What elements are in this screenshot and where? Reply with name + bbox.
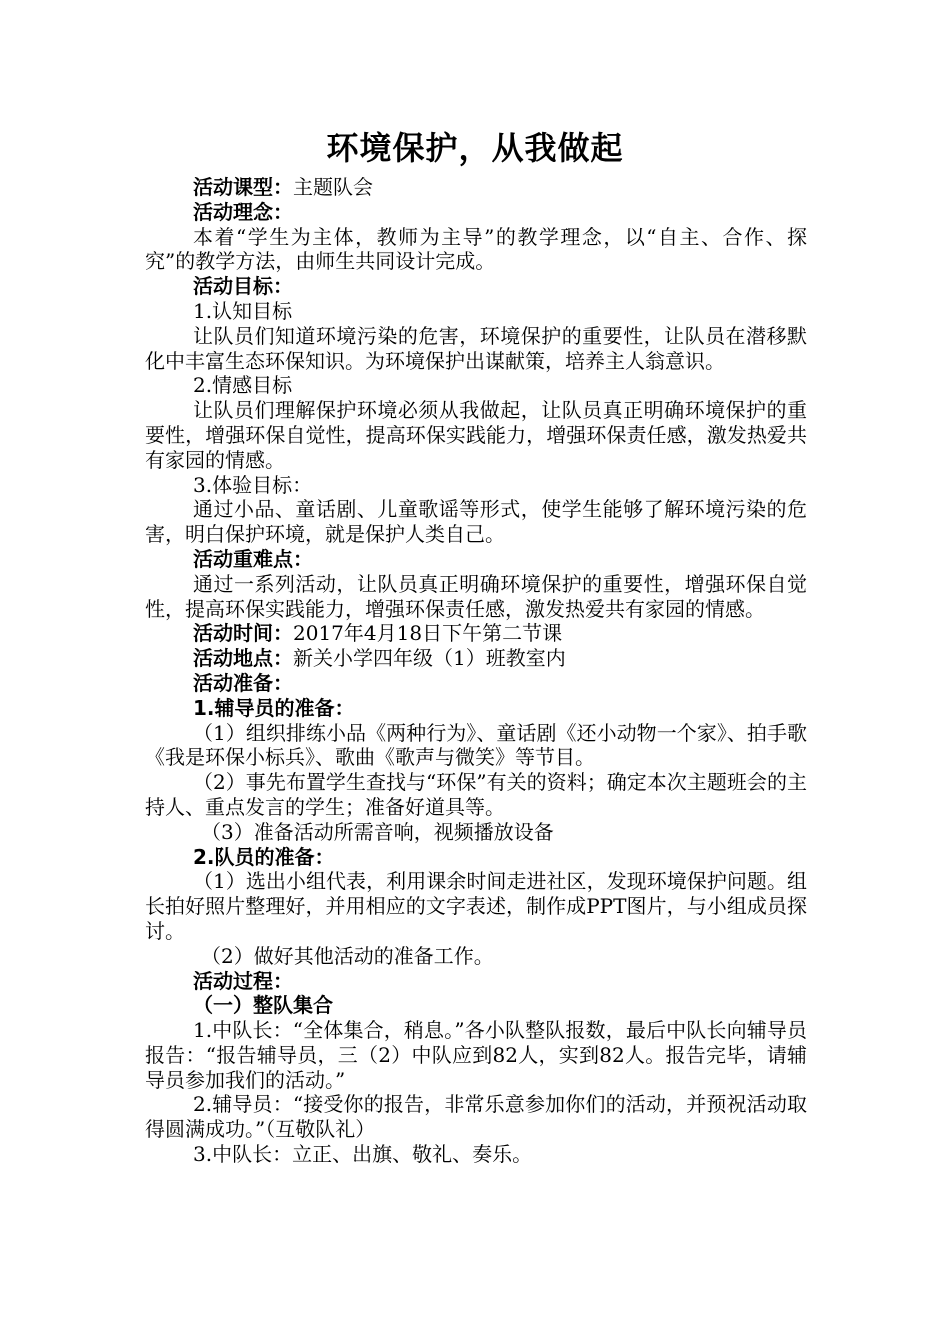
activity-time-label: 活动时间：: [193, 621, 293, 646]
activity-place-line: [145, 646, 807, 671]
counselor-prep-item: （3）准备活动所需音响，视频播放设备: [201, 819, 554, 844]
section1-item: 1.中队长：“全体集合，稍息。”各小队整队报数，最后中队长向辅导员报告：“报告辅导员，三（2）中队应到82人，实到82人。报告完毕，请辅导员参加我们的活动。”: [145, 1018, 807, 1092]
member-prep-heading: 2.队员的准备：: [193, 844, 335, 869]
section1-heading: （一）整队集合: [193, 993, 333, 1018]
document-title: 环境保护，从我做起: [326, 129, 624, 167]
activity-place-value: 新关小学四年级（1）班教室内: [293, 646, 566, 671]
activity-type-line: [145, 175, 807, 200]
section1-item: 3.中队长：立正、出旗、敬礼、奏乐。: [193, 1142, 533, 1167]
activity-time-value: 2017年4月18日下午第二节课: [293, 621, 563, 646]
goal2-paragraph: 让队员们理解保护环境必须从我做起，让队员真正明确环境保护的重要性，增强环保自觉性，提高环保实践能力，增强环保责任感，激发热爱共有家园的情感。: [145, 398, 807, 472]
goals-heading: 活动目标：: [193, 274, 293, 299]
goal2-title: 2.情感目标: [193, 373, 293, 398]
activity-time-line: [145, 621, 807, 646]
activity-place-label: 活动地点：: [193, 646, 293, 671]
key-points-paragraph: 通过一系列活动，让队员真正明确环境保护的重要性，增强环保自觉性，提高环保实践能力，增强环保责任感，激发热爱共有家园的情感。: [145, 571, 807, 621]
activity-type-label: 活动课型：: [193, 175, 293, 199]
goal1-title: 1.认知目标: [193, 298, 293, 323]
concept-heading: 活动理念：: [193, 199, 293, 224]
preparation-heading: 活动准备：: [193, 670, 293, 695]
document-body: [145, 175, 807, 1167]
member-prep-item: （2）做好其他活动的准备工作。: [201, 943, 494, 968]
counselor-prep-heading: 1.辅导员的准备：: [193, 695, 355, 720]
member-prep-item: （1）选出小组代表，利用课余时间走进社区，发现环境保护问题。组长拍好照片整理好，并用相应的文字表述，制作成PPT图片，与小组成员探讨。: [145, 869, 807, 943]
process-heading: 活动过程：: [193, 968, 293, 993]
concept-paragraph: 本着“学生为主体，教师为主导”的教学理念，以“自主、合作、探究”的教学方法，由师生共同设计完成。: [145, 224, 807, 274]
activity-type-value: 主题队会: [293, 175, 373, 199]
counselor-prep-item: （1）组织排练小品《两种行为》、童话剧《还小动物一个家》、拍手歌《我是环保小标兵》、歌曲《歌声与微笑》等节目。: [145, 720, 807, 770]
goal3-paragraph: 通过小品、童话剧、儿童歌谣等形式，使学生能够了解环境污染的危害，明白保护环境，就是保护人类自己。: [145, 497, 807, 547]
counselor-prep-item: （2）事先布置学生查找与“环保”有关的资料；确定本次主题班会的主持人、重点发言的学生；准备好道具等。: [145, 770, 807, 819]
goal1-paragraph: 让队员们知道环境污染的危害，环境保护的重要性，让队员在潜移默化中丰富生态环保知识。为环境保护出谋献策，培养主人翁意识。: [145, 323, 807, 373]
goal3-title: 3.体验目标：: [193, 472, 313, 497]
key-points-heading: 活动重难点：: [193, 546, 313, 571]
section1-item: 2.辅导员：“接受你的报告，非常乐意参加你们的活动，并预祝活动取得圆满成功。”（互敬队礼）: [145, 1092, 807, 1142]
